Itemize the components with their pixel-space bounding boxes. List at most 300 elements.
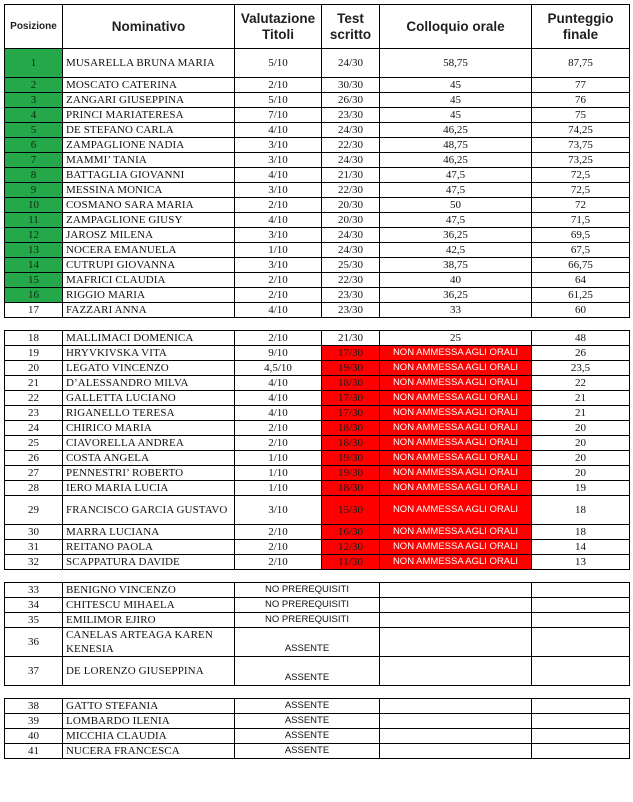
titoli-cell: 3/10: [235, 138, 322, 153]
table-row: [5, 555, 630, 570]
orale-cell: 47,5: [380, 213, 532, 228]
position-cell: 21: [5, 376, 63, 391]
name-cell: LOMBARDO ILENIA: [63, 714, 235, 729]
titoli-cell: 2/10: [235, 78, 322, 93]
table-row: [5, 258, 630, 273]
gap-cell: [322, 570, 380, 583]
not-admitted-banner: NON AMMESSA AGLI ORALI: [380, 421, 532, 436]
orale-cell: [380, 598, 532, 613]
gap-cell: [380, 686, 532, 699]
table-row: [5, 78, 630, 93]
not-admitted-banner: NON AMMESSA AGLI ORALI: [380, 466, 532, 481]
table-row: [5, 525, 630, 540]
position-cell: 28: [5, 481, 63, 496]
table-row: [5, 303, 630, 318]
test-cell: 22/30: [322, 138, 380, 153]
gap-cell: [235, 570, 322, 583]
position-cell: 5: [5, 123, 63, 138]
titoli-cell: 4/10: [235, 168, 322, 183]
ranking-sheet: [4, 4, 629, 759]
position-cell: 27: [5, 466, 63, 481]
table-row: [5, 228, 630, 243]
position-cell: 13: [5, 243, 63, 258]
status-note: NO PREREQUISITI: [235, 598, 380, 613]
gap-cell: [63, 570, 235, 583]
orale-cell: 42,5: [380, 243, 532, 258]
name-cell: PRINCI MARIATERESA: [63, 108, 235, 123]
finale-cell: 72,5: [532, 183, 630, 198]
name-cell: MICCHIA CLAUDIA: [63, 729, 235, 744]
position-cell: 16: [5, 288, 63, 303]
orale-cell: [380, 628, 532, 657]
position-cell: 41: [5, 744, 63, 759]
not-admitted-banner: NON AMMESSA AGLI ORALI: [380, 525, 532, 540]
test-cell: 18/30: [322, 421, 380, 436]
name-cell: ZANGARI GIUSEPPINA: [63, 93, 235, 108]
position-cell: 3: [5, 93, 63, 108]
gap-cell: [5, 318, 63, 331]
position-cell: 33: [5, 583, 63, 598]
finale-cell: 20: [532, 421, 630, 436]
gap-cell: [63, 686, 235, 699]
orale-cell: 50: [380, 198, 532, 213]
test-cell: 15/30: [322, 496, 380, 525]
name-cell: MARRA LUCIANA: [63, 525, 235, 540]
status-note: ASSENTE: [235, 699, 380, 714]
titoli-cell: 2/10: [235, 421, 322, 436]
gap-cell: [322, 318, 380, 331]
table-row: [5, 466, 630, 481]
finale-cell: 13: [532, 555, 630, 570]
not-admitted-banner: NON AMMESSA AGLI ORALI: [380, 361, 532, 376]
not-admitted-banner: NON AMMESSA AGLI ORALI: [380, 346, 532, 361]
position-cell: 39: [5, 714, 63, 729]
test-cell: 19/30: [322, 466, 380, 481]
orale-cell: 46,25: [380, 153, 532, 168]
test-cell: 24/30: [322, 123, 380, 138]
table-row: [5, 436, 630, 451]
name-cell: RIGANELLO TERESA: [63, 406, 235, 421]
position-cell: 15: [5, 273, 63, 288]
header-test: Test scritto: [322, 5, 380, 49]
orale-cell: 45: [380, 78, 532, 93]
orale-cell: 40: [380, 273, 532, 288]
orale-cell: 46,25: [380, 123, 532, 138]
position-cell: 24: [5, 421, 63, 436]
gap-cell: [63, 318, 235, 331]
finale-cell: [532, 598, 630, 613]
position-cell: 14: [5, 258, 63, 273]
table-row: [5, 346, 630, 361]
not-admitted-banner: NON AMMESSA AGLI ORALI: [380, 406, 532, 421]
test-cell: 24/30: [322, 228, 380, 243]
position-cell: 17: [5, 303, 63, 318]
section-gap: [5, 686, 630, 699]
titoli-cell: 5/10: [235, 93, 322, 108]
finale-cell: 73,75: [532, 138, 630, 153]
name-cell: JAROSZ MILENA: [63, 228, 235, 243]
titoli-cell: 1/10: [235, 243, 322, 258]
name-cell: FAZZARI ANNA: [63, 303, 235, 318]
gap-cell: [532, 570, 630, 583]
finale-cell: 21: [532, 391, 630, 406]
finale-cell: 74,25: [532, 123, 630, 138]
test-cell: 20/30: [322, 198, 380, 213]
position-cell: 1: [5, 49, 63, 78]
table-row: [5, 451, 630, 466]
name-cell: CANELAS ARTEAGA KAREN KENESIA: [63, 628, 235, 657]
test-cell: 20/30: [322, 213, 380, 228]
titoli-cell: 3/10: [235, 496, 322, 525]
table-row: [5, 108, 630, 123]
titoli-cell: 1/10: [235, 466, 322, 481]
gap-cell: [5, 686, 63, 699]
finale-cell: 66,75: [532, 258, 630, 273]
table-row: [5, 49, 630, 78]
status-note: ASSENTE: [235, 714, 380, 729]
test-cell: 26/30: [322, 93, 380, 108]
test-cell: 21/30: [322, 331, 380, 346]
test-cell: 21/30: [322, 168, 380, 183]
name-cell: CIAVORELLA ANDREA: [63, 436, 235, 451]
position-cell: 6: [5, 138, 63, 153]
name-cell: BATTAGLIA GIOVANNI: [63, 168, 235, 183]
position-cell: 35: [5, 613, 63, 628]
titoli-cell: 4/10: [235, 406, 322, 421]
position-cell: 10: [5, 198, 63, 213]
position-cell: 40: [5, 729, 63, 744]
titoli-cell: 2/10: [235, 198, 322, 213]
not-admitted-banner: NON AMMESSA AGLI ORALI: [380, 451, 532, 466]
finale-cell: 64: [532, 273, 630, 288]
orale-cell: [380, 744, 532, 759]
test-cell: 18/30: [322, 376, 380, 391]
orale-cell: 36,25: [380, 288, 532, 303]
name-cell: COSMANO SARA MARIA: [63, 198, 235, 213]
orale-cell: [380, 699, 532, 714]
position-cell: 11: [5, 213, 63, 228]
position-cell: 25: [5, 436, 63, 451]
finale-cell: 73,25: [532, 153, 630, 168]
orale-cell: 45: [380, 93, 532, 108]
section-gap: [5, 570, 630, 583]
gap-cell: [5, 570, 63, 583]
table-row: [5, 583, 630, 598]
titoli-cell: 3/10: [235, 153, 322, 168]
not-admitted-banner: NON AMMESSA AGLI ORALI: [380, 376, 532, 391]
test-cell: 30/30: [322, 78, 380, 93]
test-cell: 11/30: [322, 555, 380, 570]
name-cell: SCAPPATURA DAVIDE: [63, 555, 235, 570]
finale-cell: 61,25: [532, 288, 630, 303]
table-row: [5, 93, 630, 108]
table-row: [5, 613, 630, 628]
position-cell: 12: [5, 228, 63, 243]
test-cell: 19/30: [322, 451, 380, 466]
name-cell: IERO MARIA LUCIA: [63, 481, 235, 496]
titoli-cell: 5/10: [235, 49, 322, 78]
table-row: [5, 391, 630, 406]
test-cell: 17/30: [322, 346, 380, 361]
gap-cell: [380, 570, 532, 583]
finale-cell: 23,5: [532, 361, 630, 376]
orale-cell: 47,5: [380, 183, 532, 198]
orale-cell: [380, 613, 532, 628]
status-note: NO PREREQUISITI: [235, 613, 380, 628]
status-note: ASSENTE: [235, 729, 380, 744]
orale-cell: 58,75: [380, 49, 532, 78]
position-cell: 38: [5, 699, 63, 714]
table-row: [5, 198, 630, 213]
table-row: [5, 138, 630, 153]
table-row: [5, 243, 630, 258]
test-cell: 23/30: [322, 108, 380, 123]
name-cell: ZAMPAGLIONE NADIA: [63, 138, 235, 153]
titoli-cell: 1/10: [235, 451, 322, 466]
titoli-cell: 2/10: [235, 525, 322, 540]
finale-cell: 48: [532, 331, 630, 346]
gap-cell: [532, 686, 630, 699]
finale-cell: 20: [532, 436, 630, 451]
name-cell: REITANO PAOLA: [63, 540, 235, 555]
table-row: [5, 729, 630, 744]
position-cell: 26: [5, 451, 63, 466]
header-titoli: Valutazione Titoli: [235, 5, 322, 49]
position-cell: 34: [5, 598, 63, 613]
position-cell: 29: [5, 496, 63, 525]
position-cell: 37: [5, 657, 63, 686]
status-note: ASSENTE: [235, 628, 380, 657]
finale-cell: [532, 744, 630, 759]
titoli-cell: 4/10: [235, 303, 322, 318]
finale-cell: 71,5: [532, 213, 630, 228]
position-cell: 32: [5, 555, 63, 570]
titoli-cell: 3/10: [235, 228, 322, 243]
test-cell: 25/30: [322, 258, 380, 273]
gap-cell: [532, 318, 630, 331]
finale-cell: [532, 729, 630, 744]
not-admitted-banner: NON AMMESSA AGLI ORALI: [380, 436, 532, 451]
position-cell: 19: [5, 346, 63, 361]
position-cell: 7: [5, 153, 63, 168]
finale-cell: 21: [532, 406, 630, 421]
name-cell: CUTRUPI GIOVANNA: [63, 258, 235, 273]
test-cell: 23/30: [322, 288, 380, 303]
header-colloquio: Colloquio orale: [380, 5, 532, 49]
orale-cell: [380, 657, 532, 686]
orale-cell: [380, 714, 532, 729]
header-punteggio: Punteggio finale: [532, 5, 630, 49]
finale-cell: 75: [532, 108, 630, 123]
finale-cell: 19: [532, 481, 630, 496]
name-cell: MUSARELLA BRUNA MARIA: [63, 49, 235, 78]
header-nominativo: Nominativo: [63, 5, 235, 49]
finale-cell: 18: [532, 496, 630, 525]
ranking-table: [4, 4, 630, 759]
orale-cell: 33: [380, 303, 532, 318]
test-cell: 24/30: [322, 49, 380, 78]
name-cell: PENNESTRI’ ROBERTO: [63, 466, 235, 481]
test-cell: 19/30: [322, 361, 380, 376]
table-row: [5, 168, 630, 183]
position-cell: 9: [5, 183, 63, 198]
titoli-cell: 2/10: [235, 436, 322, 451]
titoli-cell: 3/10: [235, 258, 322, 273]
test-cell: 22/30: [322, 183, 380, 198]
position-cell: 31: [5, 540, 63, 555]
finale-cell: 72,5: [532, 168, 630, 183]
name-cell: LEGATO VINCENZO: [63, 361, 235, 376]
finale-cell: 69,5: [532, 228, 630, 243]
table-row: [5, 213, 630, 228]
orale-cell: [380, 583, 532, 598]
finale-cell: 20: [532, 466, 630, 481]
name-cell: BENIGNO VINCENZO: [63, 583, 235, 598]
status-note: ASSENTE: [235, 744, 380, 759]
gap-cell: [235, 686, 322, 699]
finale-cell: [532, 613, 630, 628]
status-note: ASSENTE: [235, 657, 380, 686]
table-row: [5, 744, 630, 759]
titoli-cell: 1/10: [235, 481, 322, 496]
position-cell: 20: [5, 361, 63, 376]
header-posizione: Posizione: [5, 5, 63, 49]
position-cell: 8: [5, 168, 63, 183]
table-row: [5, 496, 630, 525]
gap-cell: [380, 318, 532, 331]
section-gap: [5, 318, 630, 331]
position-cell: 23: [5, 406, 63, 421]
finale-cell: 60: [532, 303, 630, 318]
table-row: [5, 153, 630, 168]
table-row: [5, 540, 630, 555]
test-cell: 23/30: [322, 303, 380, 318]
name-cell: NOCERA EMANUELA: [63, 243, 235, 258]
finale-cell: [532, 699, 630, 714]
test-cell: 24/30: [322, 153, 380, 168]
position-cell: 4: [5, 108, 63, 123]
table-row: [5, 361, 630, 376]
name-cell: FRANCISCO GARCIA GUSTAVO: [63, 496, 235, 525]
table-row: [5, 714, 630, 729]
name-cell: MAFRICI CLAUDIA: [63, 273, 235, 288]
not-admitted-banner: NON AMMESSA AGLI ORALI: [380, 496, 532, 525]
finale-cell: [532, 628, 630, 657]
name-cell: CHITESCU MIHAELA: [63, 598, 235, 613]
finale-cell: 76: [532, 93, 630, 108]
titoli-cell: 4/10: [235, 123, 322, 138]
table-row: [5, 421, 630, 436]
titoli-cell: 2/10: [235, 273, 322, 288]
table-row: [5, 598, 630, 613]
name-cell: MALLIMACI DOMENICA: [63, 331, 235, 346]
finale-cell: 77: [532, 78, 630, 93]
name-cell: GALLETTA LUCIANO: [63, 391, 235, 406]
ranking-body: [5, 49, 630, 759]
finale-cell: 18: [532, 525, 630, 540]
finale-cell: [532, 714, 630, 729]
orale-cell: 38,75: [380, 258, 532, 273]
name-cell: EMILIMOR EJIRO: [63, 613, 235, 628]
position-cell: 2: [5, 78, 63, 93]
test-cell: 18/30: [322, 481, 380, 496]
finale-cell: 72: [532, 198, 630, 213]
position-cell: 22: [5, 391, 63, 406]
not-admitted-banner: NON AMMESSA AGLI ORALI: [380, 391, 532, 406]
name-cell: DE LORENZO GIUSEPPINA: [63, 657, 235, 686]
titoli-cell: 4/10: [235, 213, 322, 228]
name-cell: GATTO STEFANIA: [63, 699, 235, 714]
position-cell: 18: [5, 331, 63, 346]
titoli-cell: 2/10: [235, 540, 322, 555]
name-cell: MOSCATO CATERINA: [63, 78, 235, 93]
titoli-cell: 3/10: [235, 183, 322, 198]
table-row: [5, 481, 630, 496]
name-cell: ZAMPAGLIONE GIUSY: [63, 213, 235, 228]
gap-cell: [322, 686, 380, 699]
test-cell: 16/30: [322, 525, 380, 540]
finale-cell: 87,75: [532, 49, 630, 78]
not-admitted-banner: NON AMMESSA AGLI ORALI: [380, 555, 532, 570]
name-cell: MAMMI’ TANIA: [63, 153, 235, 168]
table-row: [5, 331, 630, 346]
name-cell: NUCERA FRANCESCA: [63, 744, 235, 759]
not-admitted-banner: NON AMMESSA AGLI ORALI: [380, 540, 532, 555]
orale-cell: [380, 729, 532, 744]
name-cell: D’ALESSANDRO MILVA: [63, 376, 235, 391]
position-cell: 36: [5, 628, 63, 657]
finale-cell: 14: [532, 540, 630, 555]
table-row: [5, 657, 630, 686]
table-row: [5, 183, 630, 198]
orale-cell: 25: [380, 331, 532, 346]
name-cell: COSTA ANGELA: [63, 451, 235, 466]
titoli-cell: 7/10: [235, 108, 322, 123]
test-cell: 22/30: [322, 273, 380, 288]
titoli-cell: 9/10: [235, 346, 322, 361]
not-admitted-banner: NON AMMESSA AGLI ORALI: [380, 481, 532, 496]
orale-cell: 45: [380, 108, 532, 123]
finale-cell: 20: [532, 451, 630, 466]
titoli-cell: 2/10: [235, 555, 322, 570]
titoli-cell: 4/10: [235, 376, 322, 391]
titoli-cell: 4,5/10: [235, 361, 322, 376]
table-row: [5, 406, 630, 421]
name-cell: MESSINA MONICA: [63, 183, 235, 198]
table-row: [5, 699, 630, 714]
finale-cell: [532, 657, 630, 686]
test-cell: 24/30: [322, 243, 380, 258]
status-note: NO PREREQUISITI: [235, 583, 380, 598]
name-cell: HRYVKIVSKA VITA: [63, 346, 235, 361]
table-row: [5, 376, 630, 391]
orale-cell: 47,5: [380, 168, 532, 183]
titoli-cell: 4/10: [235, 391, 322, 406]
test-cell: 18/30: [322, 436, 380, 451]
name-cell: DE STEFANO CARLA: [63, 123, 235, 138]
finale-cell: 67,5: [532, 243, 630, 258]
test-cell: 17/30: [322, 391, 380, 406]
name-cell: CHIRICO MARIA: [63, 421, 235, 436]
table-row: [5, 123, 630, 138]
finale-cell: 26: [532, 346, 630, 361]
titoli-cell: 2/10: [235, 288, 322, 303]
position-cell: 30: [5, 525, 63, 540]
name-cell: RIGGIO MARIA: [63, 288, 235, 303]
test-cell: 12/30: [322, 540, 380, 555]
orale-cell: 48,75: [380, 138, 532, 153]
titoli-cell: 2/10: [235, 331, 322, 346]
